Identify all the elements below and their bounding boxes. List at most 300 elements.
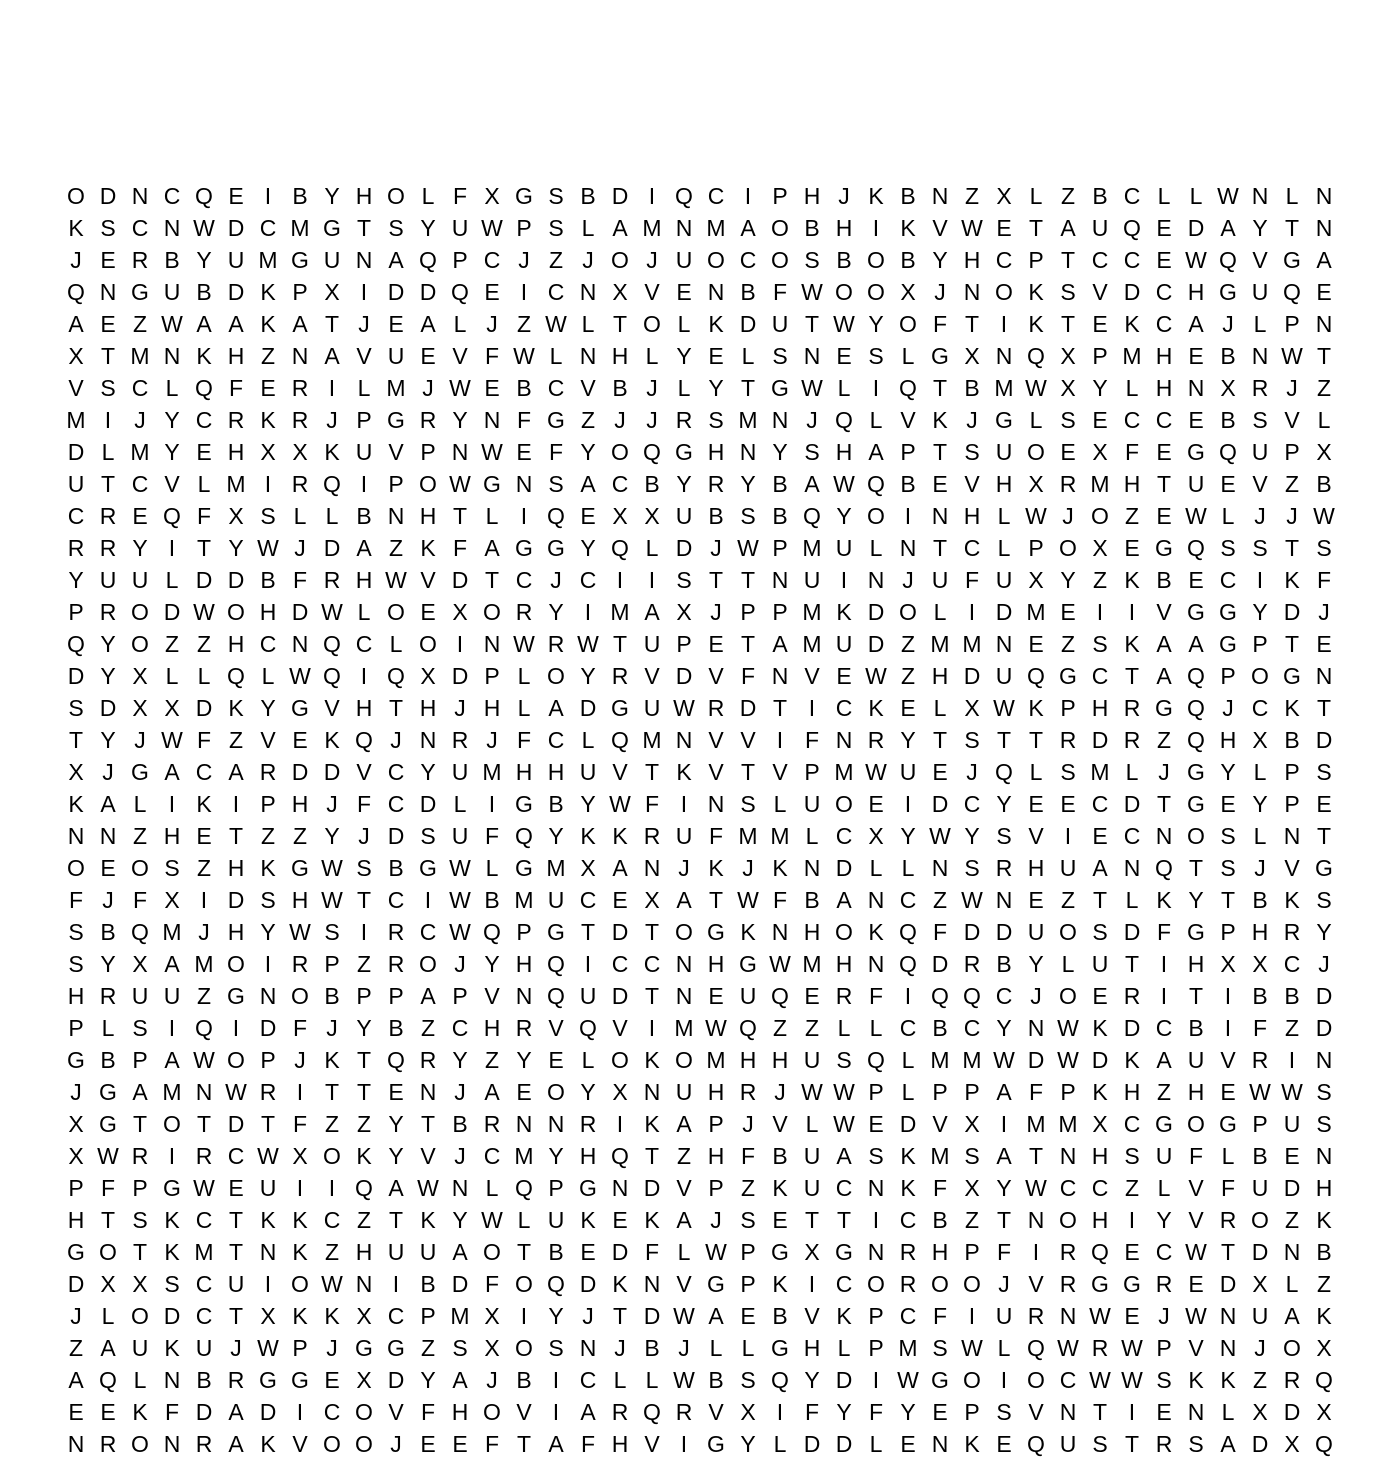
letter-cell[interactable]: L xyxy=(357,599,371,625)
letter-cell[interactable]: X xyxy=(484,183,500,209)
letter-cell[interactable]: F xyxy=(484,823,500,849)
letter-cell[interactable]: N xyxy=(995,343,1013,369)
letter-cell[interactable]: O xyxy=(323,1431,341,1457)
letter-cell[interactable]: S xyxy=(740,791,756,817)
letter-cell[interactable]: A xyxy=(388,1175,404,1201)
letter-cell[interactable]: R xyxy=(451,727,469,753)
letter-cell[interactable]: C xyxy=(643,951,661,977)
letter-cell[interactable]: V xyxy=(516,1399,532,1425)
letter-cell[interactable]: X xyxy=(132,663,148,689)
letter-cell[interactable]: J xyxy=(230,1335,242,1361)
letter-cell[interactable]: L xyxy=(549,343,563,369)
letter-cell[interactable]: R xyxy=(835,983,853,1009)
letter-cell[interactable]: G xyxy=(547,407,565,433)
letter-cell[interactable]: X xyxy=(292,1143,308,1169)
letter-cell[interactable]: L xyxy=(869,855,883,881)
letter-cell[interactable]: N xyxy=(867,567,885,593)
letter-cell[interactable]: A xyxy=(228,311,244,337)
letter-cell[interactable]: L xyxy=(421,183,435,209)
letter-cell[interactable]: N xyxy=(1059,1399,1077,1425)
letter-cell[interactable]: J xyxy=(454,1143,466,1169)
letter-cell[interactable]: D xyxy=(739,311,757,337)
letter-cell[interactable]: N xyxy=(803,343,821,369)
letter-cell[interactable]: Q xyxy=(899,375,917,401)
letter-cell[interactable]: F xyxy=(932,1303,948,1329)
letter-cell[interactable]: O xyxy=(1251,663,1269,689)
letter-cell[interactable]: Z xyxy=(964,1207,980,1233)
letter-cell[interactable]: E xyxy=(740,1303,756,1329)
letter-cell[interactable]: L xyxy=(741,343,755,369)
letter-cell[interactable]: Q xyxy=(835,407,853,433)
letter-cell[interactable]: P xyxy=(932,1079,948,1105)
letter-cell[interactable]: N xyxy=(675,215,693,241)
letter-cell[interactable]: L xyxy=(1029,407,1043,433)
letter-cell[interactable]: K xyxy=(1284,695,1300,721)
letter-cell[interactable]: G xyxy=(1091,1271,1109,1297)
letter-cell[interactable]: X xyxy=(1028,471,1044,497)
letter-cell[interactable]: M xyxy=(930,1143,950,1169)
letter-cell[interactable]: A xyxy=(996,1079,1012,1105)
letter-cell[interactable]: N xyxy=(67,1431,85,1457)
letter-cell[interactable]: O xyxy=(867,1271,885,1297)
letter-cell[interactable]: F xyxy=(452,183,468,209)
letter-cell[interactable]: P xyxy=(964,1399,980,1425)
letter-cell[interactable]: E xyxy=(932,759,948,785)
letter-cell[interactable]: K xyxy=(260,407,276,433)
letter-cell[interactable]: J xyxy=(550,567,562,593)
letter-cell[interactable]: U xyxy=(1251,279,1269,305)
letter-cell[interactable]: W xyxy=(321,599,343,625)
letter-cell[interactable]: B xyxy=(900,183,916,209)
letter-cell[interactable]: A xyxy=(68,311,84,337)
letter-cell[interactable]: T xyxy=(1188,855,1204,881)
letter-cell[interactable]: N xyxy=(1187,1399,1205,1425)
letter-cell[interactable]: B xyxy=(100,1047,116,1073)
letter-cell[interactable]: O xyxy=(1059,1207,1077,1233)
letter-cell[interactable]: Y xyxy=(900,727,916,753)
letter-cell[interactable]: S xyxy=(1060,759,1076,785)
letter-cell[interactable]: O xyxy=(835,919,853,945)
letter-cell[interactable]: D xyxy=(931,951,949,977)
letter-cell[interactable]: G xyxy=(515,535,533,561)
letter-cell[interactable]: V xyxy=(1252,471,1268,497)
letter-cell[interactable]: B xyxy=(196,1367,212,1393)
letter-cell[interactable]: G xyxy=(131,759,149,785)
letter-cell[interactable]: H xyxy=(1027,855,1045,881)
letter-cell[interactable]: R xyxy=(259,1079,277,1105)
letter-cell[interactable]: U xyxy=(451,215,469,241)
letter-cell[interactable]: M xyxy=(1090,759,1110,785)
letter-cell[interactable]: K xyxy=(740,919,756,945)
letter-cell[interactable]: T xyxy=(324,311,340,337)
letter-cell[interactable]: L xyxy=(101,1303,115,1329)
letter-cell[interactable]: B xyxy=(1252,983,1268,1009)
letter-cell[interactable]: A xyxy=(484,1079,500,1105)
letter-cell[interactable]: S xyxy=(1220,535,1236,561)
letter-cell[interactable]: L xyxy=(453,311,467,337)
letter-cell[interactable]: Y xyxy=(68,567,84,593)
letter-cell[interactable]: S xyxy=(356,855,372,881)
letter-cell[interactable]: H xyxy=(483,1015,501,1041)
letter-cell[interactable]: U xyxy=(995,439,1013,465)
letter-cell[interactable]: Z xyxy=(1284,1015,1300,1041)
letter-cell[interactable]: A xyxy=(612,855,628,881)
letter-cell[interactable]: R xyxy=(963,951,981,977)
letter-cell[interactable]: I xyxy=(776,1399,784,1425)
letter-cell[interactable]: S xyxy=(548,183,564,209)
letter-cell[interactable]: C xyxy=(67,503,85,529)
letter-cell[interactable]: I xyxy=(264,951,272,977)
letter-cell[interactable]: H xyxy=(995,471,1013,497)
letter-cell[interactable]: B xyxy=(964,375,980,401)
letter-cell[interactable]: G xyxy=(1187,599,1205,625)
letter-cell[interactable]: J xyxy=(966,759,978,785)
letter-cell[interactable]: R xyxy=(291,951,309,977)
letter-cell[interactable]: D xyxy=(259,1399,277,1425)
letter-cell[interactable]: H xyxy=(291,887,309,913)
letter-cell[interactable]: L xyxy=(997,535,1011,561)
letter-cell[interactable]: Y xyxy=(1252,791,1268,817)
letter-cell[interactable]: D xyxy=(1091,727,1109,753)
letter-cell[interactable]: H xyxy=(355,567,373,593)
letter-cell[interactable]: X xyxy=(740,1399,756,1425)
letter-cell[interactable]: I xyxy=(1256,567,1264,593)
letter-cell[interactable]: C xyxy=(547,279,565,305)
letter-cell[interactable]: P xyxy=(452,983,468,1009)
letter-cell[interactable]: W xyxy=(801,375,823,401)
letter-cell[interactable]: A xyxy=(804,471,820,497)
letter-cell[interactable]: U xyxy=(419,1239,437,1265)
letter-cell[interactable]: N xyxy=(1123,855,1141,881)
letter-cell[interactable]: L xyxy=(1125,759,1139,785)
letter-cell[interactable]: L xyxy=(581,311,595,337)
letter-cell[interactable]: M xyxy=(930,1047,950,1073)
letter-cell[interactable]: E xyxy=(1316,279,1332,305)
letter-cell[interactable]: U xyxy=(131,567,149,593)
letter-cell[interactable]: K xyxy=(324,1303,340,1329)
letter-cell[interactable]: I xyxy=(328,375,336,401)
letter-cell[interactable]: D xyxy=(835,1431,853,1457)
letter-cell[interactable]: L xyxy=(645,1367,659,1393)
letter-cell[interactable]: K xyxy=(1124,631,1140,657)
letter-cell[interactable]: V xyxy=(548,1015,564,1041)
letter-cell[interactable]: J xyxy=(710,1207,722,1233)
letter-cell[interactable]: Y xyxy=(1316,919,1332,945)
letter-cell[interactable]: C xyxy=(1091,791,1109,817)
letter-cell[interactable]: X xyxy=(484,1303,500,1329)
letter-cell[interactable]: N xyxy=(1155,823,1173,849)
letter-cell[interactable]: J xyxy=(70,1303,82,1329)
letter-cell[interactable]: E xyxy=(1156,1399,1172,1425)
letter-cell[interactable]: X xyxy=(132,695,148,721)
letter-cell[interactable]: B xyxy=(452,1111,468,1137)
letter-cell[interactable]: T xyxy=(196,535,212,561)
letter-cell[interactable]: Y xyxy=(164,407,180,433)
letter-cell[interactable]: D xyxy=(867,599,885,625)
letter-cell[interactable]: W xyxy=(257,535,279,561)
letter-cell[interactable]: M xyxy=(450,1303,470,1329)
letter-cell[interactable]: E xyxy=(1188,407,1204,433)
letter-cell[interactable]: T xyxy=(420,1111,436,1137)
letter-cell[interactable]: N xyxy=(579,343,597,369)
letter-cell[interactable]: X xyxy=(132,951,148,977)
letter-cell[interactable]: F xyxy=(740,663,756,689)
letter-cell[interactable]: Q xyxy=(547,951,565,977)
letter-cell[interactable]: Q xyxy=(1027,1431,1045,1457)
letter-cell[interactable]: D xyxy=(675,535,693,561)
letter-cell[interactable]: C xyxy=(1155,279,1173,305)
letter-cell[interactable]: X xyxy=(1316,1335,1332,1361)
letter-cell[interactable]: Y xyxy=(932,247,948,273)
letter-cell[interactable]: B xyxy=(612,375,628,401)
letter-cell[interactable]: G xyxy=(131,279,149,305)
letter-cell[interactable]: D xyxy=(643,1303,661,1329)
letter-cell[interactable]: T xyxy=(484,567,500,593)
letter-cell[interactable]: U xyxy=(675,247,693,273)
letter-cell[interactable]: B xyxy=(516,1367,532,1393)
letter-cell[interactable]: T xyxy=(1060,247,1076,273)
letter-cell[interactable]: F xyxy=(964,567,980,593)
letter-cell[interactable]: Y xyxy=(548,599,564,625)
letter-cell[interactable]: C xyxy=(899,1303,917,1329)
letter-cell[interactable]: E xyxy=(228,183,244,209)
letter-cell[interactable]: H xyxy=(163,823,181,849)
letter-cell[interactable]: L xyxy=(133,791,147,817)
letter-cell[interactable]: D xyxy=(1315,983,1333,1009)
letter-cell[interactable]: T xyxy=(612,1303,628,1329)
letter-cell[interactable]: O xyxy=(867,503,885,529)
letter-cell[interactable]: N xyxy=(931,183,949,209)
letter-cell[interactable]: U xyxy=(259,1175,277,1201)
letter-cell[interactable]: B xyxy=(100,919,116,945)
letter-cell[interactable]: X xyxy=(1092,535,1108,561)
letter-cell[interactable]: R xyxy=(1027,1303,1045,1329)
letter-cell[interactable]: C xyxy=(1059,1175,1077,1201)
letter-cell[interactable]: I xyxy=(584,599,592,625)
letter-cell[interactable]: E xyxy=(932,471,948,497)
letter-cell[interactable]: F xyxy=(292,1111,308,1137)
letter-cell[interactable]: B xyxy=(932,1207,948,1233)
letter-cell[interactable]: G xyxy=(931,343,949,369)
letter-cell[interactable]: G xyxy=(1155,535,1173,561)
letter-cell[interactable]: G xyxy=(515,791,533,817)
letter-cell[interactable]: C xyxy=(739,247,757,273)
letter-cell[interactable]: U xyxy=(1155,1143,1173,1169)
letter-cell[interactable]: N xyxy=(163,215,181,241)
letter-cell[interactable]: L xyxy=(1157,183,1171,209)
letter-cell[interactable]: R xyxy=(579,1111,597,1137)
letter-cell[interactable]: Z xyxy=(1316,375,1332,401)
letter-cell[interactable]: O xyxy=(387,599,405,625)
letter-cell[interactable]: T xyxy=(1316,695,1332,721)
letter-cell[interactable]: W xyxy=(481,1207,503,1233)
letter-cell[interactable]: J xyxy=(646,375,658,401)
letter-cell[interactable]: X xyxy=(964,695,980,721)
letter-cell[interactable]: I xyxy=(1288,1047,1296,1073)
letter-cell[interactable]: E xyxy=(1156,503,1172,529)
letter-cell[interactable]: R xyxy=(1059,1271,1077,1297)
letter-cell[interactable]: X xyxy=(1028,567,1044,593)
letter-cell[interactable]: Q xyxy=(643,1399,661,1425)
letter-cell[interactable]: X xyxy=(964,1175,980,1201)
letter-cell[interactable]: W xyxy=(1121,1335,1143,1361)
letter-cell[interactable]: A xyxy=(1092,855,1108,881)
letter-cell[interactable]: R xyxy=(1059,727,1077,753)
letter-cell[interactable]: R xyxy=(675,407,693,433)
letter-cell[interactable]: Q xyxy=(899,951,917,977)
letter-cell[interactable]: F xyxy=(1316,567,1332,593)
letter-cell[interactable]: S xyxy=(676,567,692,593)
letter-cell[interactable]: Y xyxy=(164,439,180,465)
letter-cell[interactable]: M xyxy=(962,631,982,657)
letter-cell[interactable]: W xyxy=(1025,375,1047,401)
letter-cell[interactable]: C xyxy=(707,183,725,209)
letter-cell[interactable]: S xyxy=(932,1335,948,1361)
letter-cell[interactable]: N xyxy=(707,279,725,305)
letter-cell[interactable]: M xyxy=(482,759,502,785)
letter-cell[interactable]: T xyxy=(644,919,660,945)
letter-cell[interactable]: Y xyxy=(1188,887,1204,913)
letter-cell[interactable]: P xyxy=(804,759,820,785)
letter-cell[interactable]: I xyxy=(968,599,976,625)
letter-cell[interactable]: G xyxy=(1315,855,1333,881)
letter-cell[interactable]: L xyxy=(933,695,947,721)
letter-cell[interactable]: N xyxy=(1027,1015,1045,1041)
letter-cell[interactable]: E xyxy=(580,1239,596,1265)
letter-cell[interactable]: U xyxy=(803,791,821,817)
letter-cell[interactable]: Q xyxy=(195,1015,213,1041)
letter-cell[interactable]: W xyxy=(1025,1175,1047,1201)
letter-cell[interactable]: T xyxy=(932,727,948,753)
letter-cell[interactable]: C xyxy=(547,375,565,401)
letter-cell[interactable]: J xyxy=(70,247,82,273)
letter-cell[interactable]: D xyxy=(323,535,341,561)
letter-cell[interactable]: S xyxy=(740,1367,756,1393)
letter-cell[interactable]: P xyxy=(292,279,308,305)
letter-cell[interactable]: J xyxy=(422,375,434,401)
letter-cell[interactable]: P xyxy=(772,535,788,561)
letter-cell[interactable]: P xyxy=(388,983,404,1009)
letter-cell[interactable]: X xyxy=(676,599,692,625)
letter-cell[interactable]: V xyxy=(740,727,756,753)
letter-cell[interactable]: V xyxy=(772,1111,788,1137)
letter-cell[interactable]: O xyxy=(131,599,149,625)
letter-cell[interactable]: L xyxy=(869,1431,883,1457)
letter-cell[interactable]: B xyxy=(548,791,564,817)
letter-cell[interactable]: D xyxy=(803,1431,821,1457)
letter-cell[interactable]: U xyxy=(323,247,341,273)
letter-cell[interactable]: J xyxy=(1254,1335,1266,1361)
letter-cell[interactable]: P xyxy=(132,1047,148,1073)
letter-cell[interactable]: D xyxy=(227,1111,245,1137)
letter-cell[interactable]: K xyxy=(260,855,276,881)
letter-cell[interactable]: Q xyxy=(867,471,885,497)
letter-cell[interactable]: H xyxy=(227,919,245,945)
letter-cell[interactable]: C xyxy=(1155,311,1173,337)
letter-cell[interactable]: H xyxy=(227,439,245,465)
letter-cell[interactable]: Y xyxy=(324,823,340,849)
letter-cell[interactable]: L xyxy=(165,375,179,401)
letter-cell[interactable]: P xyxy=(868,1335,884,1361)
letter-cell[interactable]: T xyxy=(996,727,1012,753)
letter-cell[interactable]: Q xyxy=(771,1367,789,1393)
letter-cell[interactable]: Y xyxy=(100,663,116,689)
letter-cell[interactable]: I xyxy=(808,695,816,721)
letter-cell[interactable]: Y xyxy=(580,791,596,817)
letter-cell[interactable]: C xyxy=(195,1207,213,1233)
letter-cell[interactable]: Z xyxy=(132,311,148,337)
letter-cell[interactable]: D xyxy=(227,887,245,913)
letter-cell[interactable]: F xyxy=(772,887,788,913)
letter-cell[interactable]: H xyxy=(515,759,533,785)
letter-cell[interactable]: T xyxy=(1220,1239,1236,1265)
letter-cell[interactable]: R xyxy=(1123,695,1141,721)
letter-cell[interactable]: J xyxy=(390,727,402,753)
letter-cell[interactable]: R xyxy=(99,599,117,625)
letter-cell[interactable]: K xyxy=(612,1271,628,1297)
letter-cell[interactable]: O xyxy=(611,247,629,273)
letter-cell[interactable]: K xyxy=(164,1335,180,1361)
letter-cell[interactable]: I xyxy=(680,1431,688,1457)
letter-cell[interactable]: T xyxy=(932,439,948,465)
letter-cell[interactable]: D xyxy=(291,759,309,785)
letter-cell[interactable]: T xyxy=(260,1111,276,1137)
letter-cell[interactable]: U xyxy=(643,631,661,657)
letter-cell[interactable]: C xyxy=(1219,567,1237,593)
letter-cell[interactable]: I xyxy=(840,567,848,593)
letter-cell[interactable]: K xyxy=(292,1239,308,1265)
letter-cell[interactable]: H xyxy=(291,791,309,817)
letter-cell[interactable]: O xyxy=(1091,503,1109,529)
letter-cell[interactable]: E xyxy=(1316,791,1332,817)
letter-cell[interactable]: D xyxy=(1123,919,1141,945)
letter-cell[interactable]: O xyxy=(771,215,789,241)
letter-cell[interactable]: D xyxy=(963,919,981,945)
letter-cell[interactable]: C xyxy=(835,1175,853,1201)
letter-cell[interactable]: K xyxy=(1284,887,1300,913)
letter-cell[interactable]: R xyxy=(515,1015,533,1041)
letter-cell[interactable]: D xyxy=(451,1271,469,1297)
letter-cell[interactable]: V xyxy=(1188,1175,1204,1201)
letter-cell[interactable]: J xyxy=(710,599,722,625)
letter-cell[interactable]: H xyxy=(803,919,821,945)
letter-cell[interactable]: O xyxy=(835,791,853,817)
letter-cell[interactable]: S xyxy=(1252,407,1268,433)
letter-cell[interactable]: H xyxy=(707,439,725,465)
letter-cell[interactable]: R xyxy=(1091,1335,1109,1361)
letter-cell[interactable]: U xyxy=(931,567,949,593)
letter-cell[interactable]: I xyxy=(232,1015,240,1041)
letter-cell[interactable]: L xyxy=(1061,951,1075,977)
letter-cell[interactable]: L xyxy=(133,1367,147,1393)
letter-cell[interactable]: J xyxy=(326,791,338,817)
letter-cell[interactable]: R xyxy=(1123,727,1141,753)
letter-cell[interactable]: Y xyxy=(420,1367,436,1393)
letter-cell[interactable]: N xyxy=(579,1335,597,1361)
letter-cell[interactable]: I xyxy=(520,503,528,529)
letter-cell[interactable]: I xyxy=(1000,1111,1008,1137)
letter-cell[interactable]: J xyxy=(614,1335,626,1361)
letter-cell[interactable]: X xyxy=(68,343,84,369)
letter-cell[interactable]: L xyxy=(677,311,691,337)
letter-cell[interactable]: A xyxy=(420,311,436,337)
letter-cell[interactable]: G xyxy=(419,855,437,881)
letter-cell[interactable]: M xyxy=(66,407,86,433)
letter-cell[interactable]: T xyxy=(740,375,756,401)
letter-cell[interactable]: Q xyxy=(131,919,149,945)
letter-cell[interactable]: V xyxy=(420,567,436,593)
letter-cell[interactable]: E xyxy=(836,343,852,369)
